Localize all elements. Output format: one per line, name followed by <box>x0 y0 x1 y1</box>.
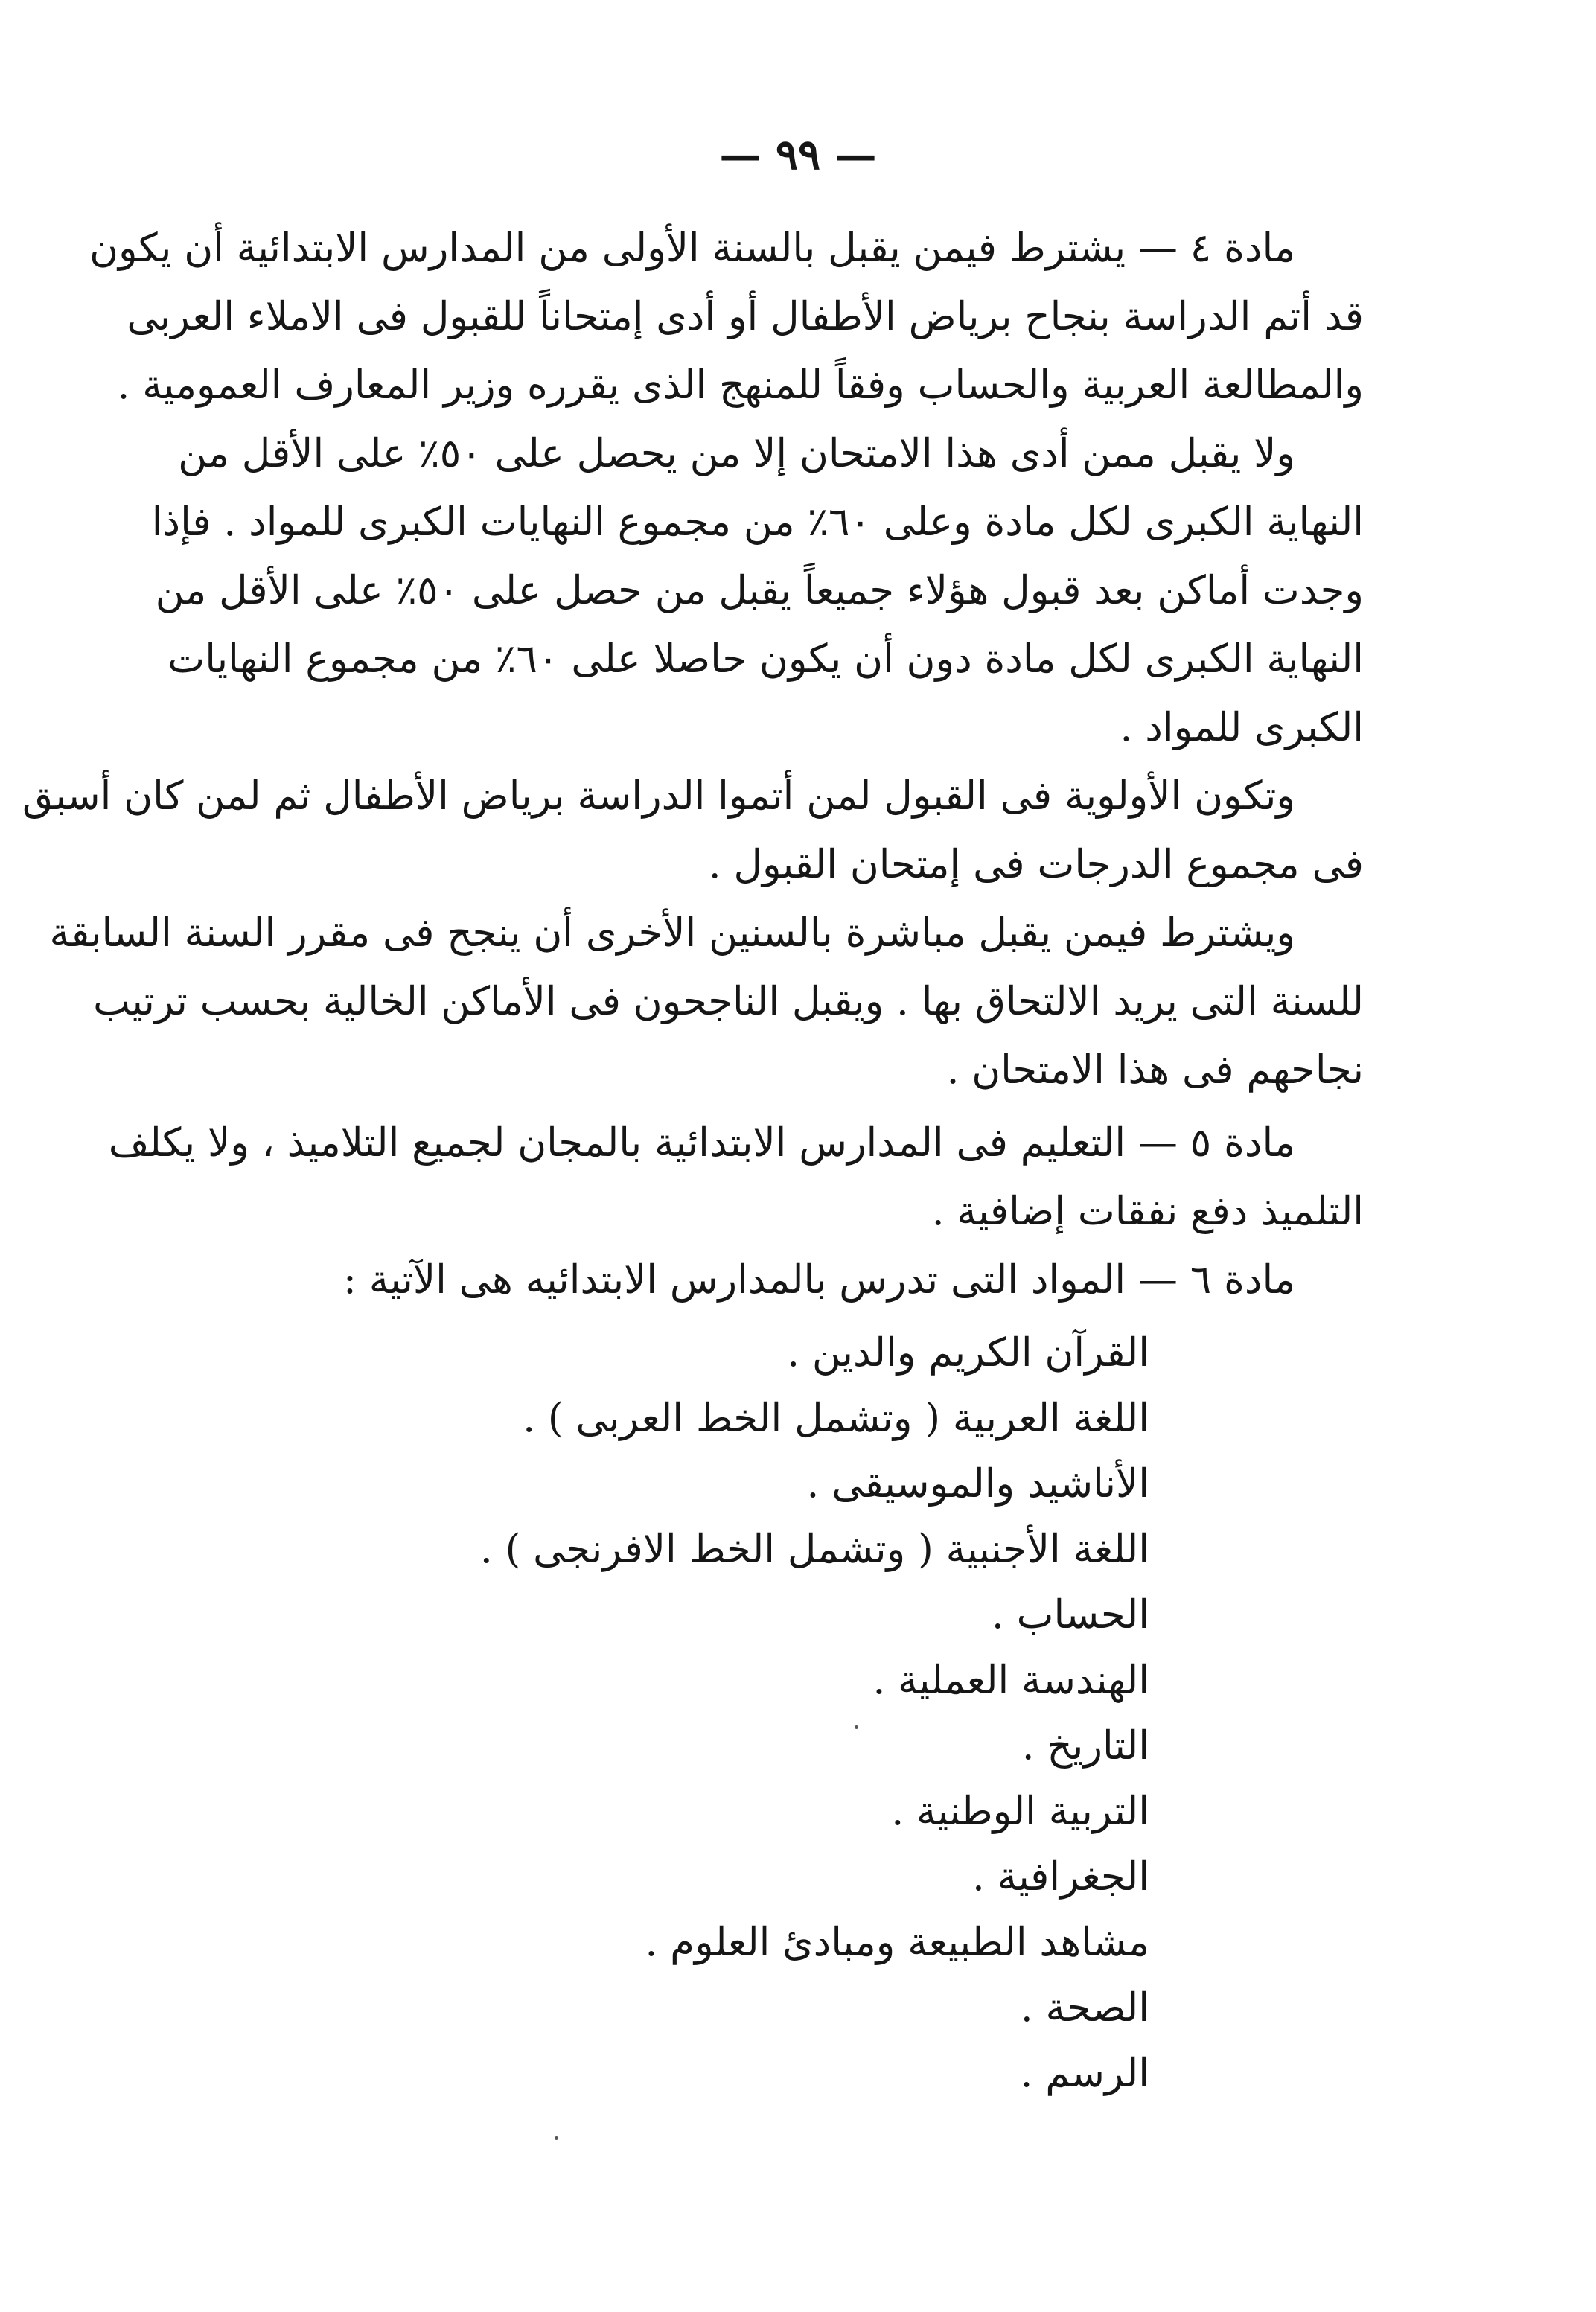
subject-item: اللغة العربية ( وتشمل الخط العربى ) . <box>523 1396 1149 1441</box>
scan-speck <box>555 2136 558 2140</box>
page-number: — ٩٩ — <box>719 130 877 179</box>
subject-item: مشاهد الطبيعة ومبادئ العلوم . <box>645 1920 1149 1965</box>
subject-item: التاريخ . <box>1021 1723 1149 1769</box>
subject-item: الهندسة العملية . <box>872 1658 1149 1703</box>
article-4-line: ويشترط فيمن يقبل مباشرة بالسنين الأخرى أن ينجح فى مقرر السنة السابقة <box>49 910 1295 956</box>
article-4-line: والمطالعة العربية والحساب وفقاً للمنهج الذى يقرره وزير المعارف العمومية . <box>117 363 1364 408</box>
subject-item: الصحة . <box>1020 1985 1149 2031</box>
subject-item: الرسم . <box>1020 2051 1149 2096</box>
body-text <box>22 214 1364 1315</box>
article-4-line: ولا يقبل ممن أدى هذا الامتحان إلا من يحصل على ٥٠٪ على الأقل من <box>178 431 1295 476</box>
subject-item: الأناشيد والموسيقى . <box>806 1461 1149 1507</box>
article-5-line: التلميذ دفع نفقات إضافية . <box>931 1189 1364 1234</box>
subject-list <box>331 1321 1149 2107</box>
article-4-line: النهاية الكبرى لكل مادة دون أن يكون حاصلا على ٦٠٪ من مجموع النهايات <box>167 636 1364 682</box>
subject-item: التربية الوطنية . <box>891 1789 1149 1834</box>
article-4-line: للسنة التى يريد الالتحاق بها . ويقبل الناجحون فى الأماكن الخالية بحسب ترتيب <box>93 979 1364 1024</box>
subject-item: الجغرافية . <box>971 1854 1149 1900</box>
article-4-line: النهاية الكبرى لكل مادة وعلى ٦٠٪ من مجموع النهايات الكبرى للمواد . فإذا <box>151 499 1364 545</box>
article-4-line: الكبرى للمواد . <box>1120 705 1364 750</box>
scan-speck <box>855 1725 858 1729</box>
subject-item: الحساب . <box>991 1592 1149 1638</box>
article-5-line: مادة ٥ — التعليم فى المدارس الابتدائية بالمجان لجميع التلاميذ ، ولا يكلف <box>108 1120 1295 1166</box>
article-4-line: فى مجموع الدرجات فى إمتحان القبول . <box>708 842 1364 887</box>
article-4-line: مادة ٤ — يشترط فيمن يقبل بالسنة الأولى من المدارس الابتدائية أن يكون <box>89 226 1295 271</box>
article-4-line: وتكون الأولوية فى القبول لمن أتموا الدراسة برياض الأطفال ثم لمن كان أسبق <box>22 773 1295 819</box>
article-6-intro: مادة ٦ — المواد التى تدرس بالمدارس الابتدائيه هى الآتية : <box>342 1257 1295 1303</box>
subject-item: اللغة الأجنبية ( وتشمل الخط الافرنجى ) . <box>479 1527 1149 1572</box>
article-4-line: نجاحهم فى هذا الامتحان . <box>946 1047 1364 1093</box>
subject-item: القرآن الكريم والدين . <box>787 1330 1149 1376</box>
article-4-line: قد أتم الدراسة بنجاح برياض الأطفال أو أدى إمتحاناً للقبول فى الاملاء العربى <box>127 294 1364 339</box>
article-4-line: وجدت أماكن بعد قبول هؤلاء جميعاً يقبل من حصل على ٥٠٪ على الأقل من <box>155 568 1364 613</box>
